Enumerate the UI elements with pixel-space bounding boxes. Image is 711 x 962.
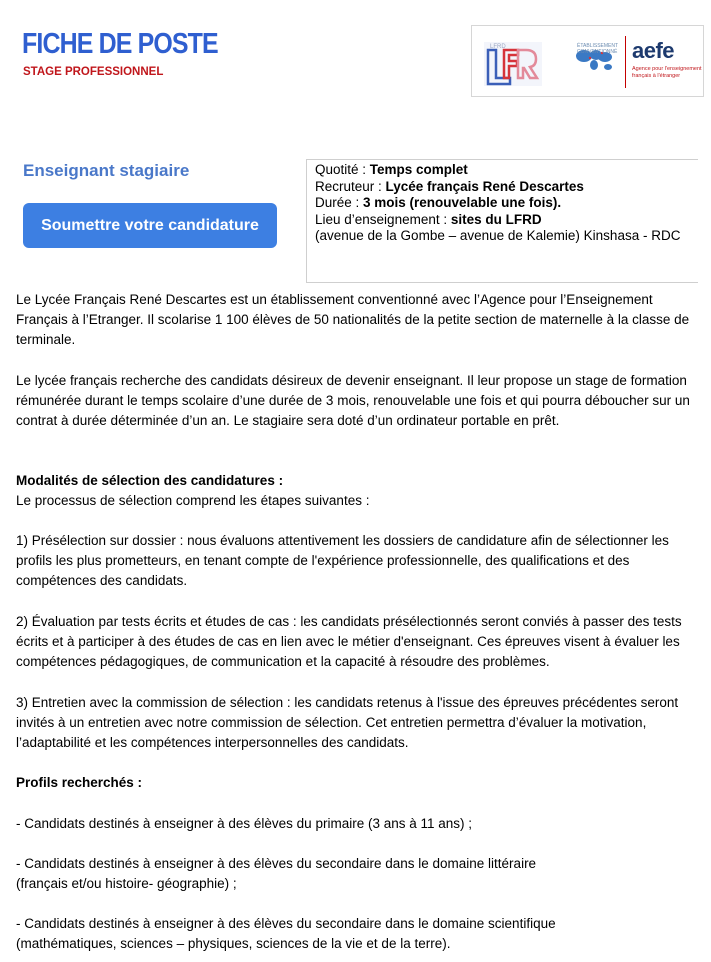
- job-title: Enseignant stagiaire: [23, 161, 190, 180]
- info-quotite: Quotité : Temps complet: [315, 162, 468, 177]
- lfrd-logo: [482, 36, 546, 90]
- aefe-logo: aefe: [632, 38, 675, 63]
- info-recruteur: Recruteur : Lycée français René Descartes: [315, 178, 584, 194]
- selection-step-2: 2) Évaluation par tests écrits et études de cas : les candidats présélectionnés seront conviés à passer des tests écrits et à participer à des études de cas en lien avec le métier d'enseignant. Ces épreuves visent à évaluer les compétences pédagogiques, de communication et la capacité à résoudre des problèmes.: [16, 614, 682, 669]
- selection-step-3: 3) Entretien avec la commission de sélection : les candidats retenus à l'issue des épreuves précédentes seront invités à un entretien avec notre commission de sélection. Cet entretien permettra d’évaluer la motivation, l’adaptabilité et les compétences interpersonnelles des candidats.: [16, 695, 679, 750]
- job-info-box: [306, 159, 698, 283]
- aefe-tagline: Agence pour l'enseignement français à l'étranger: [632, 66, 702, 79]
- logo-divider: [625, 36, 626, 88]
- intro-paragraph-2: Le lycée français recherche des candidats désireux de devenir enseignant. Il leur propose un stage de formation rémunérée durant le temps scolaire d’une durée de 3 mois, renouvelable une fois et qui pourra déboucher sur un contrat à durée déterminée d’un an. Le stagiaire sera doté d’un ordinateur portable en prêt.: [16, 373, 690, 428]
- page-subtitle: STAGE PROFESSIONNEL: [23, 66, 164, 78]
- page-title: FICHE DE POSTE: [22, 28, 218, 60]
- selection-step-1: 1) Présélection sur dossier : nous évaluons attentivement les dossiers de candidature afin de sélectionner les profils les plus prometteurs, en tenant compte de l'expérience professionnelle, des qualifications et des compétences des candidats.: [16, 533, 669, 588]
- apply-button[interactable]: Soumettre votre candidature: [23, 203, 277, 248]
- modalites-intro: Le processus de sélection comprend les étapes suivantes :: [16, 493, 370, 508]
- logos-banner: [471, 25, 704, 97]
- modalites-heading: Modalités de sélection des candidatures :: [16, 473, 284, 488]
- profil-litteraire: - Candidats destinés à enseigner à des élèves du secondaire dans le domaine littéraire (français et/ou histoire- géographie) ;: [16, 856, 537, 891]
- etablissement-conventionne-label: ÉTABLISSEMENT CONVENTIONNÉ: [577, 43, 619, 55]
- info-duree: Durée : 3 mois (renouvelable une fois).: [315, 195, 562, 210]
- intro-paragraph-1: Le Lycée Français René Descartes est un établissement conventionné avec l’Agence pour l’Enseignement Français à l’Etranger. Il scolarise 1 100 élèves de 50 nationalités de la petite section de maternelle à la classe de terminale.: [16, 292, 690, 347]
- profil-primaire: - Candidats destinés à enseigner à des élèves du primaire (3 ans à 11 ans) ;: [16, 816, 473, 831]
- profil-scientifique: - Candidats destinés à enseigner à des élèves du secondaire dans le domaine scientifique (mathématiques, sciences – physiques, sciences de la vie et de la terre).: [16, 916, 556, 951]
- lfrd-logo-text: LFRD: [490, 44, 506, 50]
- info-address: (avenue de la Gombe – avenue de Kalemie) Kinshasa - RDC: [315, 228, 681, 243]
- profils-heading: Profils recherchés :: [16, 775, 143, 790]
- info-lieu: Lieu d’enseignement : sites du LFRD: [315, 211, 542, 227]
